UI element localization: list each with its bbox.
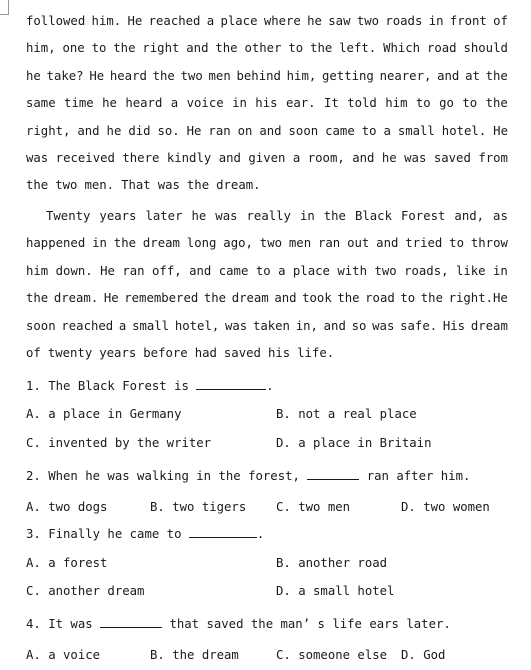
answer-blank[interactable] bbox=[307, 468, 359, 480]
option-c: C. two men bbox=[276, 500, 351, 514]
word: followed bbox=[26, 14, 86, 28]
question-3 bbox=[26, 526, 264, 542]
word: given bbox=[248, 150, 286, 165]
word: and bbox=[437, 68, 460, 83]
word: in bbox=[428, 14, 444, 28]
word: him bbox=[385, 96, 408, 111]
word: two bbox=[55, 178, 78, 193]
word: roads, bbox=[404, 263, 449, 278]
word: That bbox=[121, 178, 151, 193]
word: in bbox=[92, 236, 107, 251]
word: place bbox=[292, 263, 330, 278]
word: to bbox=[255, 263, 271, 278]
word: so. bbox=[157, 123, 180, 138]
word: was bbox=[404, 150, 427, 165]
word: front bbox=[449, 14, 487, 28]
word: and bbox=[186, 41, 209, 56]
word: small bbox=[397, 123, 435, 138]
word: He bbox=[493, 123, 508, 138]
paragraph-line bbox=[26, 340, 508, 367]
word: left. bbox=[339, 41, 377, 56]
word: he bbox=[307, 14, 322, 28]
option-b: B. two tigers bbox=[150, 500, 247, 514]
word: the bbox=[26, 291, 49, 306]
word: really bbox=[246, 209, 291, 223]
word: to bbox=[91, 41, 107, 56]
word: and bbox=[376, 236, 399, 251]
word: small bbox=[132, 318, 170, 333]
word: was bbox=[372, 318, 395, 333]
word: and bbox=[323, 318, 346, 333]
option-c: C. someone else bbox=[276, 648, 388, 662]
word: at bbox=[465, 68, 480, 83]
option-d: D. God bbox=[401, 648, 446, 662]
word: the bbox=[113, 236, 137, 251]
word: take? bbox=[46, 68, 84, 83]
option-a: A. two dogs bbox=[26, 500, 108, 514]
word: he bbox=[102, 96, 117, 111]
word: and bbox=[189, 263, 212, 278]
paragraph-line bbox=[26, 313, 508, 340]
question-1 bbox=[26, 378, 274, 394]
word: behind bbox=[236, 68, 281, 83]
word: saved bbox=[223, 345, 261, 360]
word: reached bbox=[61, 318, 114, 333]
word: and bbox=[274, 291, 297, 306]
word: his bbox=[255, 96, 278, 111]
word: he bbox=[381, 150, 397, 165]
word: remembered bbox=[124, 291, 199, 306]
word: two bbox=[356, 14, 380, 28]
story-paragraph-2 bbox=[26, 203, 508, 367]
word: two bbox=[259, 236, 283, 251]
word: taken bbox=[252, 318, 290, 333]
word: had bbox=[194, 345, 217, 360]
paragraph-line bbox=[26, 145, 508, 172]
word: ran bbox=[208, 123, 231, 138]
word: right bbox=[142, 41, 180, 56]
word: the bbox=[485, 68, 508, 83]
word: go bbox=[439, 96, 454, 111]
word: the bbox=[186, 178, 210, 193]
option-a: A. a voice bbox=[26, 648, 101, 662]
word: hotel, bbox=[174, 318, 220, 333]
question-suffix: . bbox=[256, 527, 265, 541]
question-suffix: ran after him. bbox=[366, 469, 471, 483]
paragraph-line bbox=[26, 172, 508, 199]
answer-blank[interactable] bbox=[189, 526, 257, 538]
word: to bbox=[400, 291, 416, 306]
word: where bbox=[263, 14, 301, 28]
word: the bbox=[420, 291, 443, 306]
word: ran bbox=[317, 236, 341, 251]
word: heard bbox=[125, 96, 163, 111]
option-b: B. another road bbox=[276, 556, 388, 570]
word: soon bbox=[26, 318, 56, 333]
word: in bbox=[232, 96, 247, 111]
word: he bbox=[191, 209, 207, 223]
word: twenty bbox=[47, 345, 93, 360]
page-corner-mark bbox=[0, 0, 9, 15]
word: to bbox=[462, 96, 478, 111]
paragraph-line bbox=[26, 8, 508, 35]
word: safe. bbox=[400, 318, 438, 333]
question-text: 2. When he was walking in the forest, bbox=[26, 469, 300, 483]
word: men bbox=[208, 68, 231, 83]
word: hotel. bbox=[441, 123, 487, 138]
word: off, bbox=[152, 263, 182, 278]
word: long bbox=[186, 236, 217, 251]
word: years bbox=[99, 209, 137, 223]
word: and bbox=[218, 150, 241, 165]
word: came bbox=[325, 123, 355, 138]
question-2 bbox=[26, 468, 470, 484]
word: was bbox=[26, 150, 49, 165]
word: took bbox=[302, 291, 332, 306]
word: to bbox=[361, 123, 377, 138]
word: It bbox=[323, 96, 339, 111]
word: Forest bbox=[401, 209, 446, 223]
word: He bbox=[186, 123, 202, 138]
option-b: B. not a real place bbox=[276, 407, 417, 421]
word: on bbox=[237, 123, 253, 138]
option-c: C. invented by the writer bbox=[26, 436, 212, 450]
word: saved bbox=[433, 150, 471, 165]
word: other bbox=[244, 41, 282, 56]
word: a bbox=[206, 14, 215, 28]
answer-blank[interactable] bbox=[100, 616, 162, 628]
word: saw bbox=[328, 14, 351, 28]
paragraph-line bbox=[26, 285, 508, 312]
word: happened bbox=[26, 236, 86, 251]
word: dream bbox=[231, 291, 269, 306]
option-d: D. a place in Britain bbox=[276, 436, 432, 450]
word: right, bbox=[26, 123, 71, 138]
question-text: 4. It was bbox=[26, 617, 93, 631]
word: heard bbox=[109, 68, 147, 83]
word: men bbox=[288, 236, 312, 251]
word: years bbox=[99, 345, 137, 360]
word: the bbox=[215, 41, 238, 56]
paragraph-line bbox=[26, 35, 508, 62]
word: right.He bbox=[448, 291, 508, 306]
word: He bbox=[127, 14, 143, 28]
word: soon bbox=[288, 123, 319, 138]
question-suffix: . bbox=[266, 379, 274, 393]
word: in bbox=[493, 263, 508, 278]
word: was bbox=[157, 178, 180, 193]
word: ran bbox=[122, 263, 145, 278]
option-d: D. two women bbox=[401, 500, 490, 514]
story-paragraph-1 bbox=[26, 8, 508, 200]
word: a bbox=[292, 150, 301, 165]
word: room, bbox=[307, 150, 345, 165]
word: getting bbox=[322, 68, 374, 83]
word: He bbox=[103, 291, 119, 306]
word: throw bbox=[470, 236, 508, 251]
word: him, bbox=[26, 41, 56, 56]
word: and, bbox=[454, 209, 485, 223]
word: nearer, bbox=[379, 68, 432, 83]
word: to bbox=[288, 41, 304, 56]
word: him, bbox=[286, 68, 317, 83]
word: of bbox=[26, 345, 41, 360]
word: a bbox=[278, 263, 286, 278]
word: dream bbox=[470, 318, 508, 333]
paragraph-line bbox=[26, 230, 508, 257]
word: two bbox=[180, 68, 203, 83]
word: like bbox=[455, 263, 486, 278]
word: him. bbox=[91, 14, 122, 28]
word: from bbox=[478, 150, 508, 165]
option-b: B. the dream bbox=[150, 648, 239, 662]
question-text: 3. Finally he came to bbox=[26, 527, 182, 541]
word: a bbox=[383, 123, 391, 138]
option-a: A. a forest bbox=[26, 556, 108, 570]
word: and bbox=[352, 150, 375, 165]
paragraph-line bbox=[26, 258, 508, 285]
word: came bbox=[218, 263, 249, 278]
word: was bbox=[224, 318, 248, 333]
paragraph-line bbox=[26, 118, 508, 145]
word: down. bbox=[55, 263, 93, 278]
word: dream. bbox=[53, 291, 99, 306]
word: road bbox=[426, 41, 457, 56]
word: did bbox=[128, 123, 151, 138]
word: time bbox=[64, 96, 94, 111]
option-c: C. another dream bbox=[26, 584, 145, 598]
word: the bbox=[323, 209, 346, 223]
word: out bbox=[347, 236, 370, 251]
answer-blank[interactable] bbox=[196, 378, 266, 390]
question-suffix: that saved the man’ s life ears later. bbox=[169, 617, 451, 631]
option-d: D. a small hotel bbox=[276, 584, 395, 598]
question-text: 1. The Black Forest is bbox=[26, 379, 189, 393]
word: the bbox=[337, 291, 360, 306]
word: a bbox=[118, 318, 127, 333]
word: Black bbox=[354, 209, 392, 223]
paragraph-line bbox=[26, 90, 508, 117]
word: a bbox=[170, 96, 179, 111]
word: ear. bbox=[285, 96, 316, 111]
word: received bbox=[55, 150, 115, 165]
word: Which bbox=[383, 41, 421, 56]
word: He bbox=[89, 68, 105, 83]
word: dream. bbox=[216, 178, 261, 193]
word: should bbox=[463, 41, 508, 56]
word: there bbox=[122, 150, 160, 165]
word: men. bbox=[84, 178, 115, 193]
word: told bbox=[347, 96, 377, 111]
question-4 bbox=[26, 616, 451, 632]
word: he bbox=[26, 68, 41, 83]
word: the bbox=[203, 291, 227, 306]
word: voice bbox=[186, 96, 224, 111]
word: life. bbox=[297, 345, 335, 360]
word: His bbox=[442, 318, 466, 333]
word: his bbox=[267, 345, 291, 360]
word: Twenty bbox=[46, 209, 91, 223]
option-a: A. a place in Germany bbox=[26, 407, 182, 421]
word: roads bbox=[385, 14, 423, 28]
word: kindly bbox=[166, 150, 212, 165]
word: as bbox=[493, 209, 508, 223]
word: two bbox=[374, 263, 397, 278]
word: the bbox=[485, 96, 508, 111]
word: to bbox=[415, 96, 431, 111]
word: so bbox=[351, 318, 367, 333]
word: to bbox=[449, 236, 464, 251]
word: same bbox=[26, 96, 56, 111]
word: later bbox=[145, 209, 183, 223]
word: of bbox=[493, 14, 508, 28]
word: one bbox=[62, 41, 85, 56]
word: place bbox=[220, 14, 258, 28]
word: the bbox=[310, 41, 333, 56]
word: road bbox=[365, 291, 395, 306]
word: the bbox=[26, 178, 49, 193]
word: with bbox=[337, 263, 367, 278]
word: in, bbox=[295, 318, 318, 333]
word: and bbox=[259, 123, 282, 138]
word: dream bbox=[142, 236, 180, 251]
word: before bbox=[143, 345, 188, 360]
word: tried bbox=[405, 236, 443, 251]
paragraph-line bbox=[26, 203, 508, 230]
word: the bbox=[152, 68, 175, 83]
word: in bbox=[299, 209, 315, 223]
word: reached bbox=[148, 14, 201, 28]
word: ago, bbox=[223, 236, 253, 251]
word: the bbox=[113, 41, 136, 56]
paragraph-line bbox=[26, 63, 508, 90]
word: and bbox=[77, 123, 100, 138]
word: he bbox=[106, 123, 122, 138]
word: him bbox=[26, 263, 49, 278]
word: He bbox=[100, 263, 115, 278]
word: was bbox=[215, 209, 238, 223]
